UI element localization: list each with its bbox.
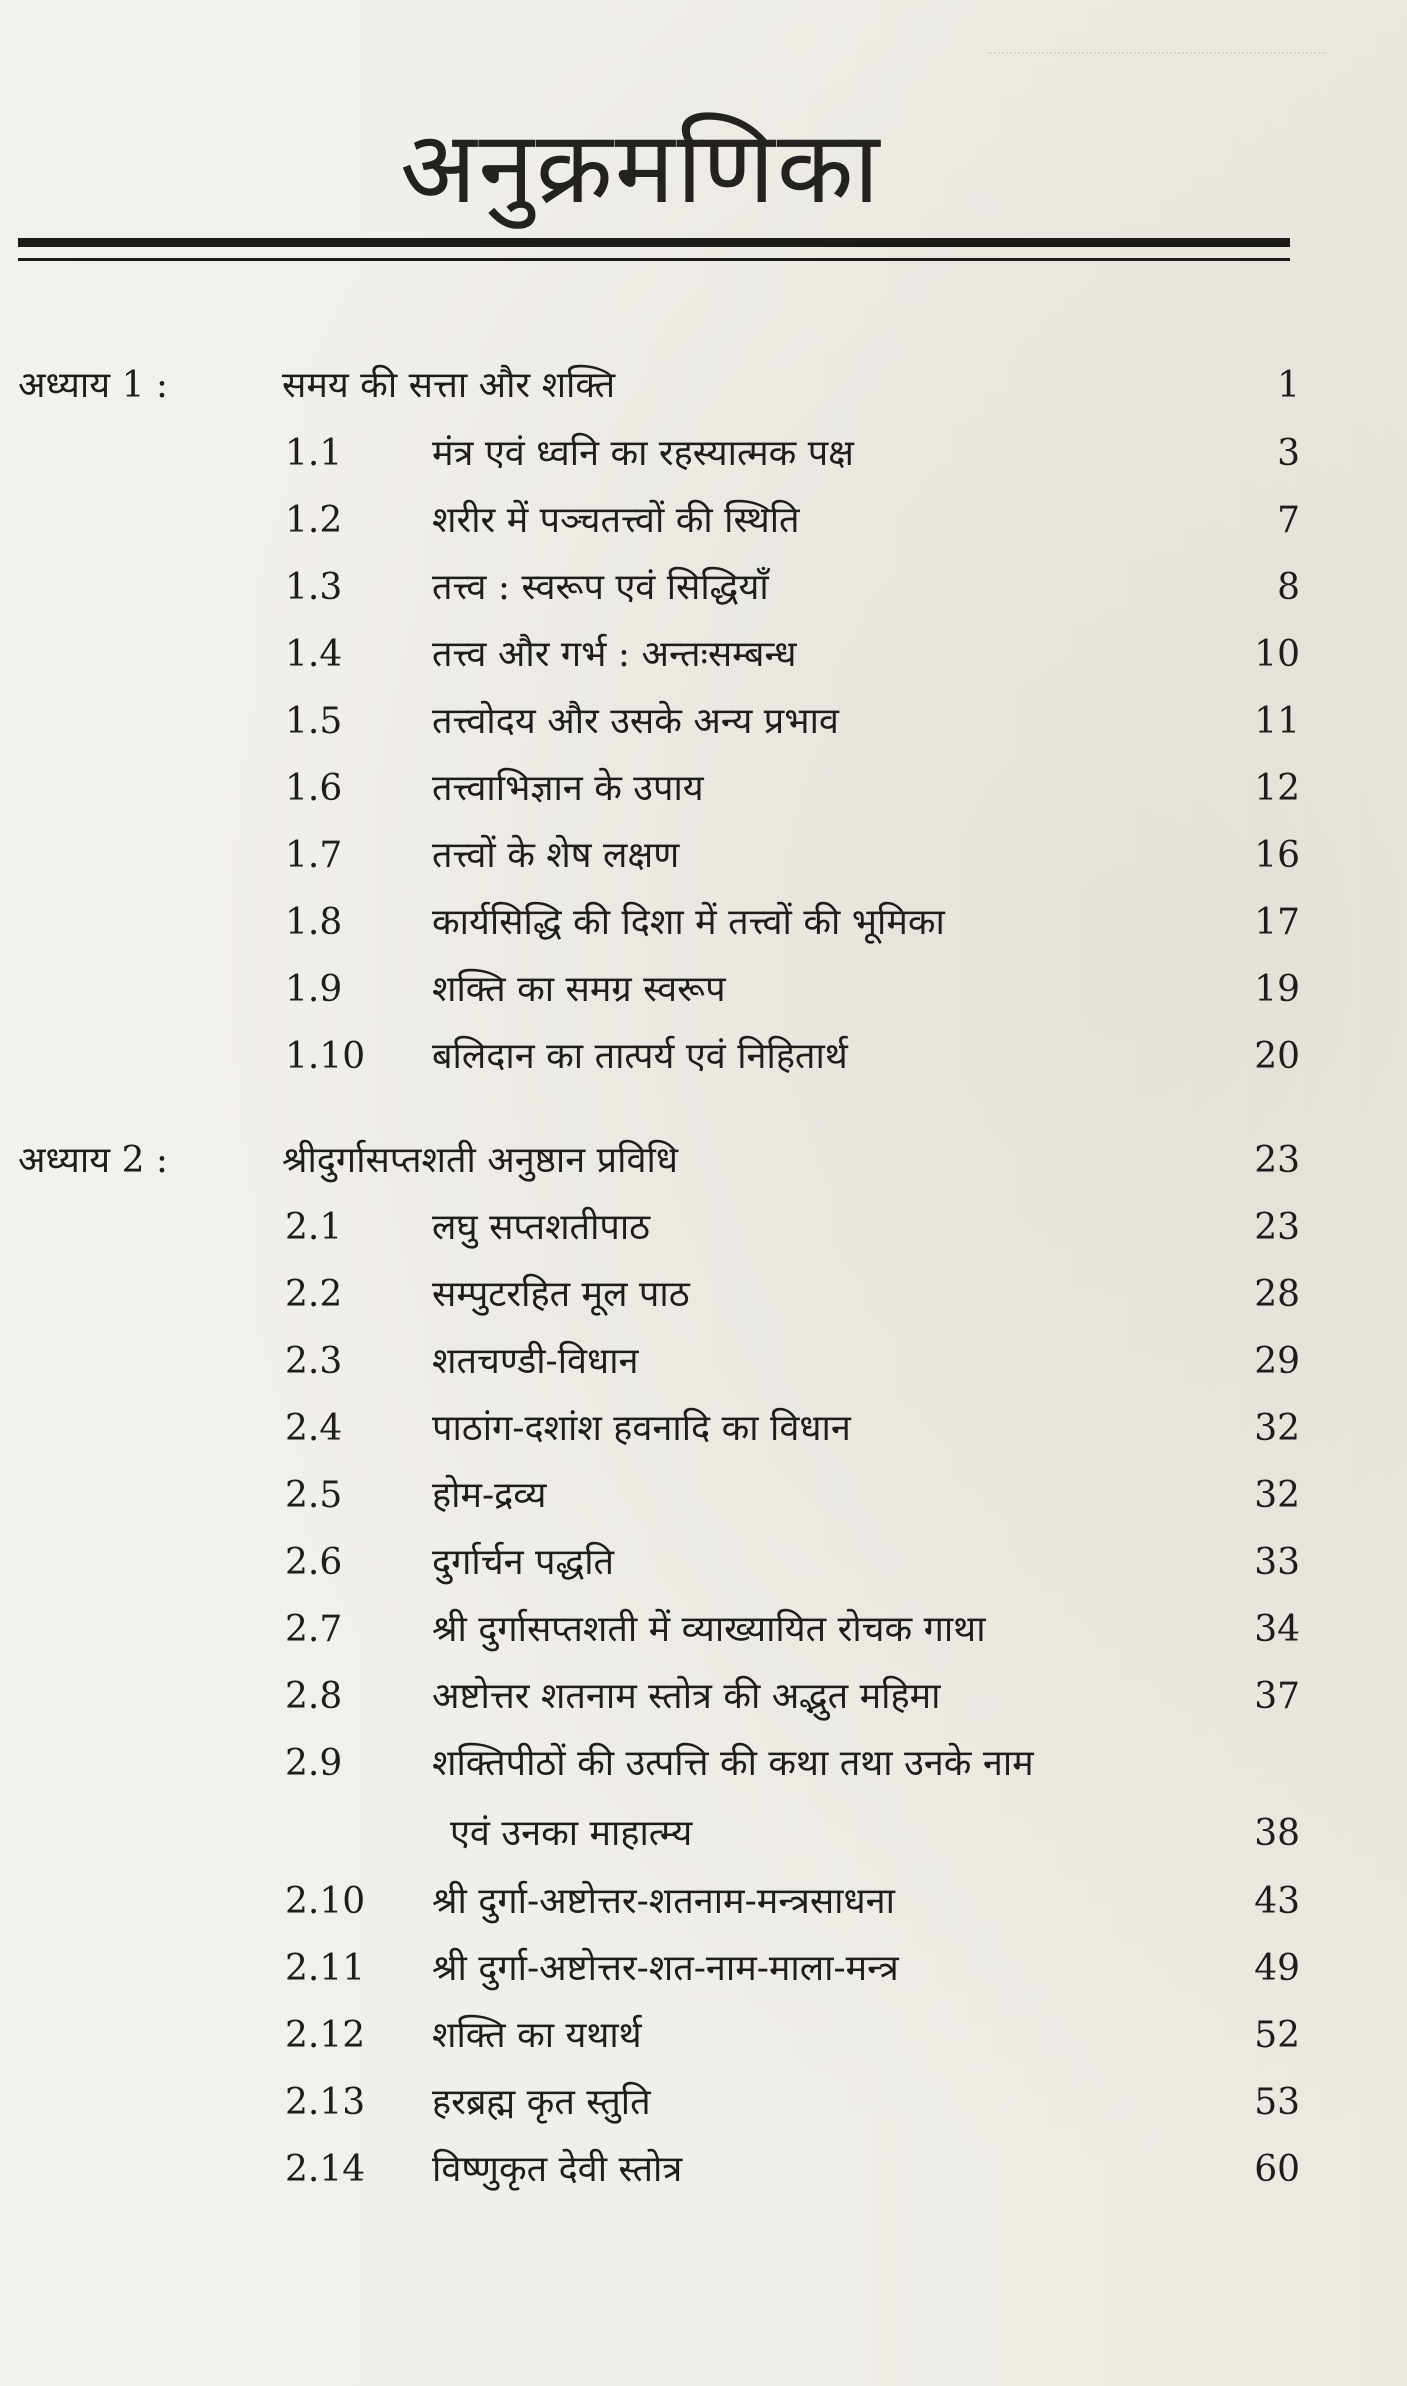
section-number: 2.8 bbox=[285, 1676, 343, 1717]
section-title: तत्त्वाभिज्ञान के उपाय bbox=[432, 768, 704, 809]
section-page: 16 bbox=[1254, 835, 1300, 876]
toc-entry bbox=[0, 1535, 1407, 1591]
section-title: तत्त्व : स्वरूप एवं सिद्धियाँ bbox=[432, 567, 769, 608]
section-title: सम्पुटरहित मूल पाठ bbox=[432, 1274, 690, 1315]
section-title-continuation: एवं उनका माहात्म्य bbox=[450, 1813, 693, 1854]
section-page: 33 bbox=[1254, 1542, 1300, 1583]
section-page: 12 bbox=[1254, 768, 1300, 809]
section-number: 2.14 bbox=[285, 2149, 366, 2190]
chapter-heading bbox=[0, 1133, 1407, 1189]
section-page: 19 bbox=[1254, 969, 1300, 1010]
page-title: अनुक्रमणिका bbox=[400, 109, 882, 226]
section-title: श्री दुर्गा-अष्टोत्तर-शत-नाम-माला-मन्त्र bbox=[432, 1948, 899, 1989]
section-number: 2.3 bbox=[285, 1341, 343, 1382]
section-number: 2.12 bbox=[285, 2015, 366, 2056]
section-number: 2.11 bbox=[285, 1948, 366, 1989]
toc-entry bbox=[0, 1468, 1407, 1524]
toc-entry bbox=[0, 895, 1407, 951]
section-number: 1.3 bbox=[285, 567, 343, 608]
title-rule-thick bbox=[18, 238, 1290, 247]
section-number: 1.6 bbox=[285, 768, 343, 809]
section-title: श्री दुर्गा-अष्टोत्तर-शतनाम-मन्त्रसाधना bbox=[432, 1881, 895, 1922]
toc-entry bbox=[0, 2008, 1407, 2064]
section-number: 2.5 bbox=[285, 1475, 343, 1516]
section-title: मंत्र एवं ध्वनि का रहस्यात्मक पक्ष bbox=[432, 433, 854, 474]
section-page: 34 bbox=[1254, 1609, 1300, 1650]
chapter-label: अध्याय 2 : bbox=[18, 1140, 169, 1181]
section-title: शक्तिपीठों की उत्पत्ति की कथा तथा उनके नाम bbox=[432, 1743, 1034, 1784]
section-title: दुर्गार्चन पद्धति bbox=[432, 1542, 615, 1583]
section-number: 1.8 bbox=[285, 902, 343, 943]
section-page: 17 bbox=[1254, 902, 1300, 943]
toc-entry bbox=[0, 962, 1407, 1018]
section-number: 2.6 bbox=[285, 1542, 343, 1583]
toc-entry bbox=[0, 627, 1407, 683]
toc-entry-continuation bbox=[0, 1806, 1407, 1862]
section-number: 2.1 bbox=[285, 1207, 343, 1248]
toc-entry bbox=[0, 2075, 1407, 2131]
section-title: अष्टोत्तर शतनाम स्तोत्र की अद्भुत महिमा bbox=[432, 1676, 941, 1717]
toc-entry bbox=[0, 1874, 1407, 1930]
toc-entry bbox=[0, 493, 1407, 549]
section-page: 20 bbox=[1254, 1036, 1300, 1077]
section-title: तत्त्वों के शेष लक्षण bbox=[432, 835, 680, 876]
section-page: 10 bbox=[1254, 634, 1300, 675]
title-rule-thin bbox=[18, 258, 1290, 261]
section-title: शतचण्डी-विधान bbox=[432, 1341, 639, 1382]
section-number: 2.10 bbox=[285, 1881, 366, 1922]
toc-entry bbox=[0, 1602, 1407, 1658]
section-page: 8 bbox=[1277, 567, 1300, 608]
toc-entry bbox=[0, 2142, 1407, 2198]
section-number: 1.4 bbox=[285, 634, 343, 675]
section-title: श्री दुर्गासप्तशती में व्याख्यायित रोचक गाथा bbox=[432, 1609, 986, 1650]
section-title: तत्त्व और गर्भ : अन्तःसम्बन्ध bbox=[432, 634, 797, 675]
section-number: 2.2 bbox=[285, 1274, 343, 1315]
section-page: 3 bbox=[1277, 433, 1300, 474]
toc-entry bbox=[0, 1736, 1407, 1792]
section-page: 11 bbox=[1254, 701, 1300, 742]
section-page: 28 bbox=[1254, 1274, 1300, 1315]
section-page: 43 bbox=[1254, 1881, 1300, 1922]
section-title: पाठांग-दशांश हवनादि का विधान bbox=[432, 1408, 851, 1449]
section-number: 1.7 bbox=[285, 835, 343, 876]
chapter-title: श्रीदुर्गासप्तशती अनुष्ठान प्रविधि bbox=[282, 1140, 678, 1181]
section-page: 38 bbox=[1254, 1813, 1300, 1854]
section-page: 32 bbox=[1254, 1408, 1300, 1449]
section-number: 1.5 bbox=[285, 701, 343, 742]
toc-entry bbox=[0, 761, 1407, 817]
toc-entry bbox=[0, 1029, 1407, 1085]
section-title: शक्ति का समग्र स्वरूप bbox=[432, 969, 726, 1010]
chapter-page: 1 bbox=[1277, 365, 1300, 406]
section-page: 32 bbox=[1254, 1475, 1300, 1516]
toc-entry bbox=[0, 1669, 1407, 1725]
toc-entry bbox=[0, 1941, 1407, 1997]
section-number: 1.9 bbox=[285, 969, 343, 1010]
section-number: 2.4 bbox=[285, 1408, 343, 1449]
section-title: लघु सप्तशतीपाठ bbox=[432, 1207, 651, 1248]
toc-entry bbox=[0, 1267, 1407, 1323]
section-number: 1.2 bbox=[285, 500, 343, 541]
section-title: विष्णुकृत देवी स्तोत्र bbox=[432, 2149, 683, 2190]
chapter-heading bbox=[0, 358, 1407, 414]
section-title: तत्त्वोदय और उसके अन्य प्रभाव bbox=[432, 701, 839, 742]
section-page: 53 bbox=[1254, 2082, 1300, 2123]
toc-entry bbox=[0, 828, 1407, 884]
section-title: होम-द्रव्य bbox=[432, 1475, 547, 1516]
section-title: बलिदान का तात्पर्य एवं निहितार्थ bbox=[432, 1036, 848, 1077]
section-page: 7 bbox=[1277, 500, 1300, 541]
section-title: कार्यसिद्धि की दिशा में तत्त्वों की भूमिका bbox=[432, 902, 945, 943]
section-number: 2.7 bbox=[285, 1609, 343, 1650]
chapter-page: 23 bbox=[1254, 1140, 1300, 1181]
section-number: 1.10 bbox=[285, 1036, 366, 1077]
section-page: 37 bbox=[1254, 1676, 1300, 1717]
toc-entry bbox=[0, 1334, 1407, 1390]
section-title: शरीर में पञ्चतत्त्वों की स्थिति bbox=[432, 500, 800, 541]
bleed-through-header bbox=[987, 28, 1327, 54]
section-page: 49 bbox=[1254, 1948, 1300, 1989]
section-page: 29 bbox=[1254, 1341, 1300, 1382]
chapter-label: अध्याय 1 : bbox=[18, 365, 169, 406]
section-title: शक्ति का यथार्थ bbox=[432, 2015, 642, 2056]
section-page: 23 bbox=[1254, 1207, 1300, 1248]
section-page: 60 bbox=[1254, 2149, 1300, 2190]
toc-entry bbox=[0, 560, 1407, 616]
toc-entry bbox=[0, 1200, 1407, 1256]
section-title: हरब्रह्म कृत स्तुति bbox=[432, 2082, 651, 2123]
toc-entry bbox=[0, 426, 1407, 482]
section-page: 52 bbox=[1254, 2015, 1300, 2056]
chapter-title: समय की सत्ता और शक्ति bbox=[282, 365, 616, 406]
section-number: 2.9 bbox=[285, 1743, 343, 1784]
section-number: 2.13 bbox=[285, 2082, 366, 2123]
section-number: 1.1 bbox=[285, 433, 343, 474]
toc-entry bbox=[0, 1401, 1407, 1457]
toc-entry bbox=[0, 694, 1407, 750]
